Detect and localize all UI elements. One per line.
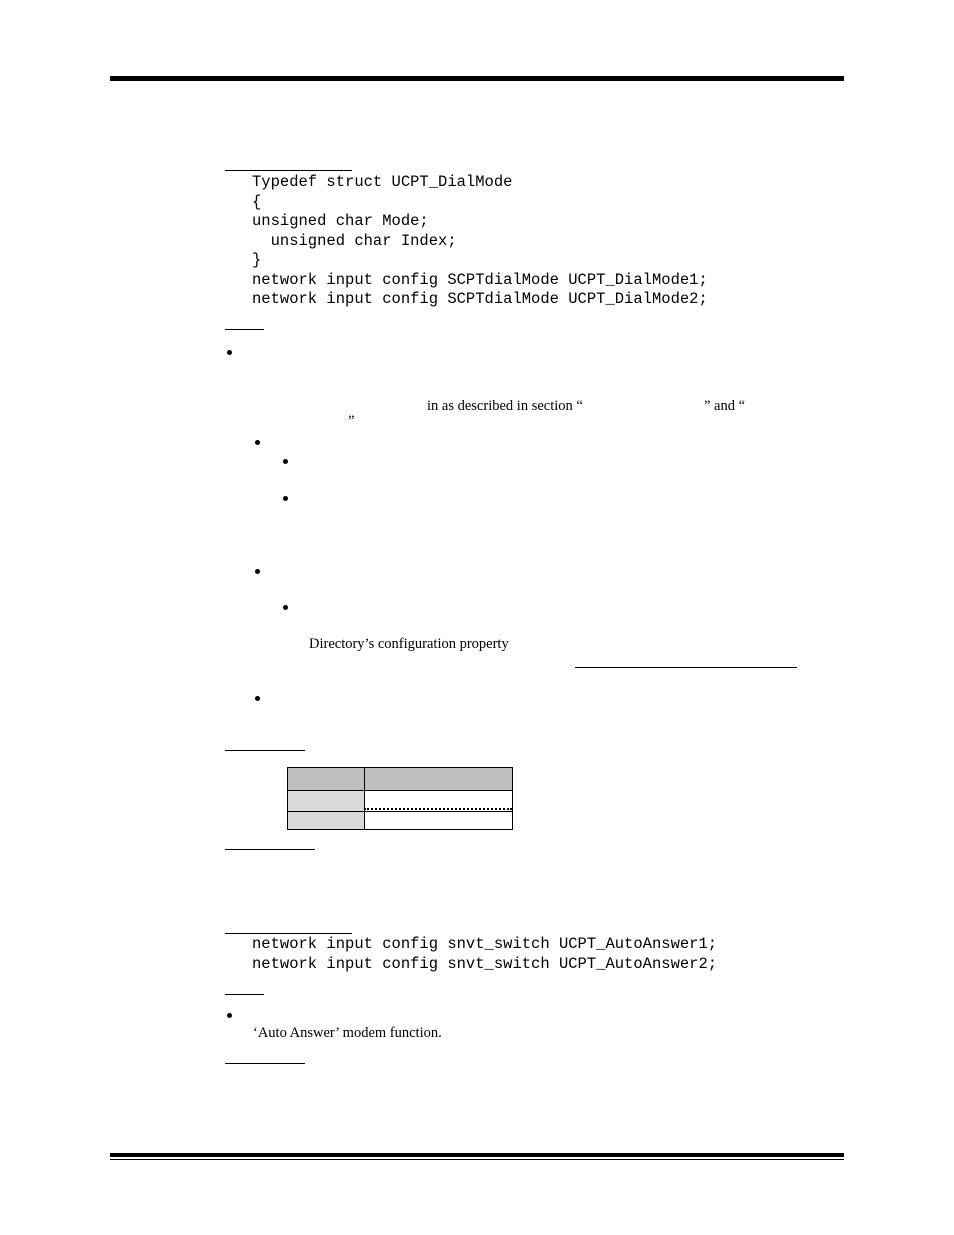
bullet xyxy=(283,496,288,501)
heading-underline xyxy=(225,994,264,995)
text-fragment: Directory’s configuration property xyxy=(309,636,509,652)
bullet xyxy=(255,696,260,701)
link-underline xyxy=(575,667,797,668)
text-fragment: in as described in section “ xyxy=(427,398,583,414)
bullet xyxy=(227,1013,232,1018)
code-line: { xyxy=(252,192,262,211)
auto-answer-text: ‘Auto Answer’ modem function. xyxy=(253,1025,442,1041)
heading-underline xyxy=(225,170,352,171)
code-line: unsigned char Index; xyxy=(252,231,457,250)
heading-underline xyxy=(225,329,264,330)
footer-rule xyxy=(110,1153,844,1157)
table-row xyxy=(288,812,513,830)
heading-underline xyxy=(225,849,315,850)
code-block-autoanswer xyxy=(252,935,717,974)
footer-rule-thin xyxy=(110,1159,844,1160)
bullet xyxy=(283,459,288,464)
code-line: network input config snvt_switch UCPT_AutoAnswer1; xyxy=(252,935,718,953)
table-header-row xyxy=(288,768,513,791)
code-line: network input config SCPTdialMode UCPT_DialMode2; xyxy=(252,290,708,308)
heading-underline xyxy=(225,750,305,751)
bullet xyxy=(283,605,288,610)
code-line: } xyxy=(252,251,262,269)
code-block-dialmode xyxy=(252,173,708,310)
heading-underline xyxy=(225,933,352,934)
bullet xyxy=(255,569,260,574)
values-table xyxy=(287,767,513,830)
bullet xyxy=(227,350,232,355)
code-line: network input config snvt_switch UCPT_AutoAnswer2; xyxy=(252,954,718,973)
code-line: network input config SCPTdialMode UCPT_DialMode1; xyxy=(252,270,708,289)
code-line: Typedef struct UCPT_DialMode xyxy=(252,173,513,191)
table-dotted-divider xyxy=(364,808,512,810)
code-line: unsigned char Mode; xyxy=(252,212,429,230)
text-fragment: ” and “ xyxy=(704,398,746,414)
text-fragment: ” xyxy=(348,413,355,429)
header-rule xyxy=(110,76,844,81)
heading-underline xyxy=(225,1063,305,1064)
bullet xyxy=(255,440,260,445)
